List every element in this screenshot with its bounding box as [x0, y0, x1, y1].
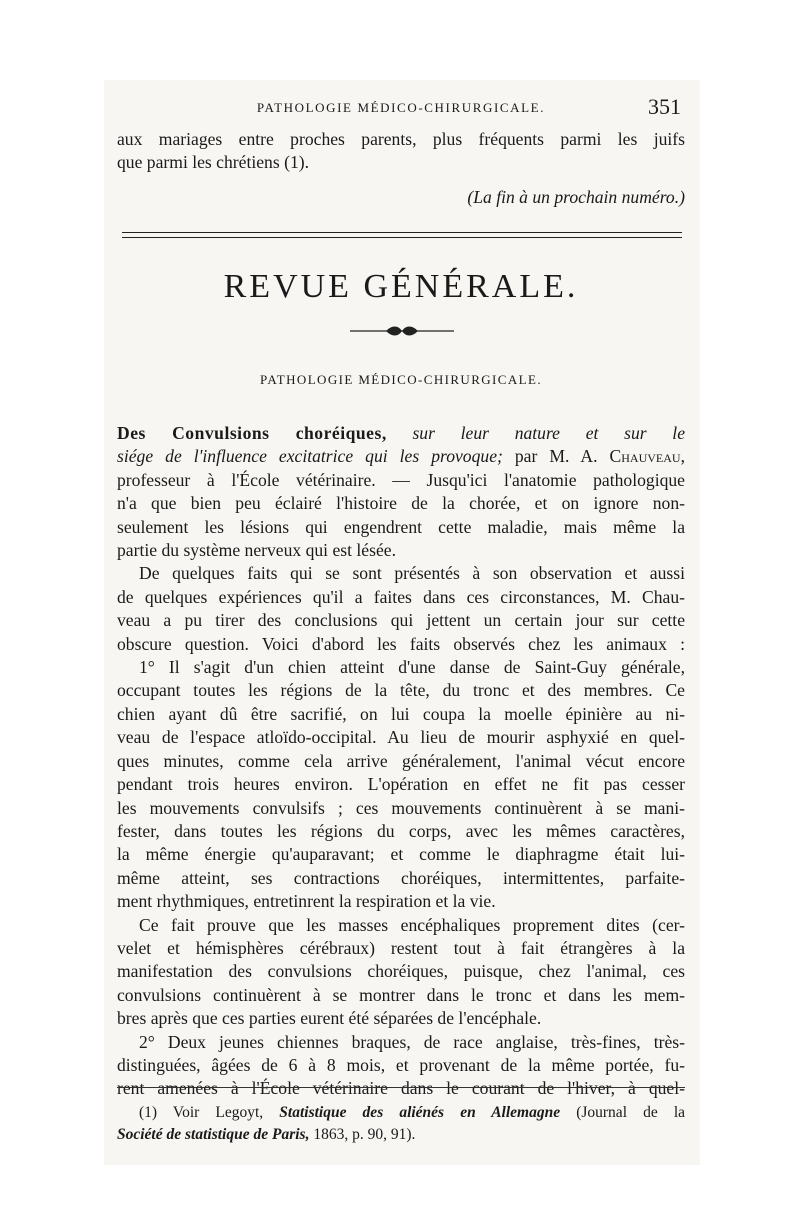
double-rule-top [122, 232, 682, 233]
text-line: veau de l'espace atloïdo-occipital. Au lieu de mourir asphyxié en quel- [117, 727, 685, 748]
text-line: Ce fait prouve que les masses encéphaliques proprement dites (cer- [139, 914, 685, 935]
text-line: seulement les lésions qui engendrent cette maladie, mais même la [117, 516, 685, 537]
text-line: partie du système nerveux qui est lésée. [117, 540, 396, 561]
footnote-journal: (Journal de la [560, 1104, 686, 1121]
text-line: veau a pu tirer des conclusions qui jettent un certain jour sur cette [117, 610, 685, 631]
text-line: bres après que ces parties eurent été séparées de l'encéphale. [117, 1008, 542, 1029]
text-line: occupant toutes les régions de la tête, du tronc et des membres. Ce [117, 680, 685, 701]
text-line: ment rhythmiques, entretinrent la respiration et la vie. [117, 891, 496, 912]
text-line: de quelques expériences qu'il a faites dans ces circonstances, M. Chau- [117, 586, 685, 607]
text-line: manifestation des convulsions choréiques, puisque, chez l'animal, ces [117, 961, 685, 982]
article-heading-line-2 [117, 445, 685, 468]
footnote [117, 1102, 685, 1146]
text-line: De quelques faits qui se sont présentés à son observation et aussi [139, 563, 685, 584]
article-heading-rest: sur leur nature et sur le [386, 423, 685, 443]
text-line: ques minutes, comme cela arrive généralement, l'animal vécut encore [117, 750, 685, 771]
text-line: obscure question. Voici d'abord les faits observés chez les animaux : [117, 633, 685, 654]
footnote-society: Société de statistique de Paris, [117, 1126, 310, 1143]
text-line: 1° Il s'agit d'un chien atteint d'une danse de Saint-Guy générale, [139, 657, 685, 678]
byline-prefix: par M. A. [502, 446, 610, 467]
text-line: les mouvements convulsifs ; ces mouvements continuèrent à se mani- [117, 797, 685, 818]
text-line: même atteint, ses contractions choréiques, intermittentes, parfaite- [117, 867, 685, 888]
text-line: pendant trois heures environ. L'opération en effet ne fit pas cesser [117, 774, 685, 795]
continuation-note: (La fin à un prochain numéro.) [467, 187, 685, 207]
author-name: Chauveau [609, 446, 681, 467]
text-line: n'a que bien peu éclairé l'histoire de la chorée, et on ignore non- [117, 493, 685, 514]
text-line: velet et hémisphères cérébraux) restent tout à fait étrangères à la [117, 937, 685, 958]
text-line: la même énergie qu'auparavant; et comme le diaphragme était lui- [117, 844, 685, 865]
page-number: 351 [648, 94, 681, 119]
running-title: PATHOLOGIE MÉDICO-CHIRURGICALE. [256, 100, 546, 115]
section-title: REVUE GÉNÉRALE. [223, 268, 579, 305]
article-body [117, 422, 685, 1101]
intro-paragraph [117, 128, 685, 175]
text-line: rent amenées à l'École vétérinaire dans le courant de l'hiver, à quel- [117, 1078, 685, 1099]
article-heading-line [117, 422, 685, 445]
text-line: professeur à l'École vétérinaire. — Jusqu'ici l'anatomie pathologique [117, 469, 685, 490]
footnote-line-2 [117, 1124, 685, 1146]
double-rule-bottom [122, 237, 682, 238]
text-line: distinguées, âgées de 6 à 8 mois, et provenant de la même portée, fu- [117, 1054, 685, 1075]
footnote-title: Statistique des aliénés en Allemagne [279, 1104, 561, 1121]
footnote-rule [117, 1087, 685, 1088]
ornament-divider [350, 324, 454, 338]
footnote-line-1 [117, 1102, 685, 1124]
footnote-reference: 1863, p. 90, 91). [309, 1126, 416, 1143]
running-head [117, 94, 685, 122]
footnote-marker: (1) Voir Legoyt, [139, 1104, 280, 1121]
text-line: convulsions continuèrent à se montrer dans le tronc et dans les mem- [117, 984, 685, 1005]
text-line: chien ayant dû être sacrifié, on lui coupa la moelle épinière au ni- [117, 703, 685, 724]
text-line: aux mariages entre proches parents, plus fréquents parmi les juifs [117, 129, 685, 149]
text-line: fester, dans toutes les régions du corps, avec les mêmes caractères, [117, 820, 685, 841]
section-subtitle: PATHOLOGIE MÉDICO-CHIRURGICALE. [260, 372, 542, 387]
byline-punct: , [680, 446, 685, 467]
article-heading: Des Convulsions choréiques, [117, 423, 387, 443]
text-line: que parmi les chrétiens (1). [117, 152, 309, 173]
text-line: 2° Deux jeunes chiennes braques, de race anglaise, très-fines, très- [139, 1031, 685, 1052]
article-heading-italic: siége de l'influence excitatrice qui les provoque; [117, 446, 503, 467]
